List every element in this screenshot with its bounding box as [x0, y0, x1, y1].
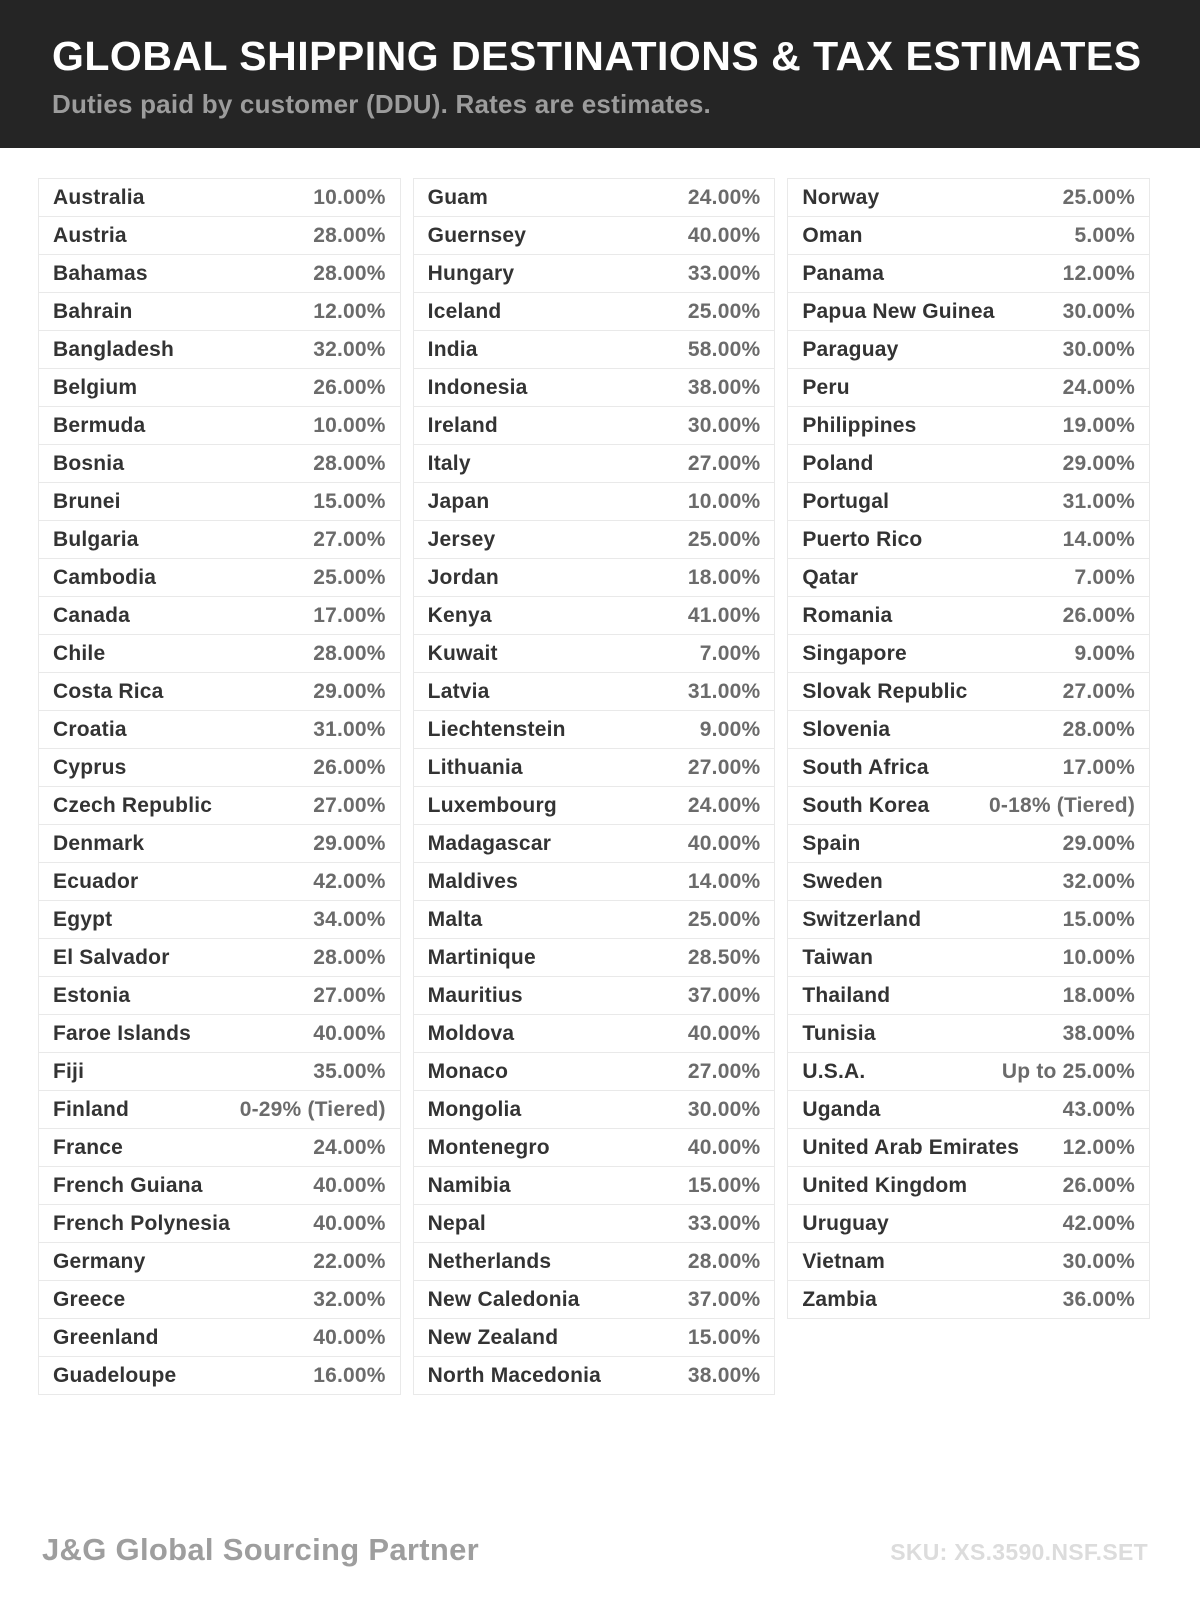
- country-name: Latvia: [427, 679, 490, 703]
- page-subtitle: Duties paid by customer (DDU). Rates are estimates.: [52, 89, 711, 119]
- table-row: [39, 1015, 400, 1053]
- table-row: [788, 255, 1149, 293]
- tax-rate: 12.00%: [1062, 1135, 1136, 1159]
- sku-label: SKU: XS.3590.NSF.SET: [890, 1539, 1148, 1565]
- tax-rate: 24.00%: [687, 185, 761, 209]
- country-name: French Guiana: [53, 1173, 203, 1197]
- table-row: [39, 1053, 400, 1091]
- tax-rate: 30.00%: [687, 1097, 761, 1121]
- tax-rate: 27.00%: [687, 1059, 761, 1083]
- country-name: Bangladesh: [53, 337, 175, 361]
- table-row: [39, 673, 400, 711]
- table-row: [39, 597, 400, 635]
- table-row: [414, 331, 775, 369]
- table-row: [788, 1091, 1149, 1129]
- tax-rate: 40.00%: [313, 1173, 386, 1197]
- table-row: [788, 1167, 1149, 1205]
- country-name: Panama: [802, 261, 885, 285]
- tax-rate: 40.00%: [313, 1325, 386, 1349]
- tax-rate: 26.00%: [313, 375, 386, 399]
- tax-rate: 28.00%: [1062, 717, 1136, 741]
- tax-rate: 29.00%: [1062, 451, 1136, 475]
- table-row: [39, 1129, 400, 1167]
- country-name: Martinique: [427, 945, 536, 969]
- table-row: [414, 1243, 775, 1281]
- table-row: [788, 711, 1149, 749]
- tax-rate: 40.00%: [687, 831, 761, 855]
- tax-rate: 15.00%: [687, 1173, 761, 1197]
- country-name: Portugal: [802, 489, 890, 513]
- country-name: Singapore: [802, 641, 907, 665]
- country-name: Belgium: [53, 375, 138, 399]
- country-name: Guadeloupe: [53, 1363, 177, 1387]
- table-row: [788, 635, 1149, 673]
- tax-rate: 17.00%: [1062, 755, 1136, 779]
- country-name: Moldova: [427, 1021, 515, 1045]
- table-row: [39, 711, 400, 749]
- country-name: Croatia: [53, 717, 127, 741]
- table-row: [788, 369, 1149, 407]
- country-name: Malta: [427, 907, 483, 931]
- tax-rate: 15.00%: [1062, 907, 1136, 931]
- table-row: [39, 331, 400, 369]
- country-name: Ecuador: [53, 869, 139, 893]
- country-name: Costa Rica: [53, 679, 164, 703]
- country-name: Iceland: [427, 299, 502, 323]
- country-name: Taiwan: [802, 945, 874, 969]
- country-name: Bermuda: [53, 413, 146, 437]
- table-row: [414, 1319, 775, 1357]
- table-row: [788, 939, 1149, 977]
- table-row: [39, 825, 400, 863]
- table-row: [788, 1281, 1149, 1319]
- table-row: [39, 179, 400, 217]
- country-name: Papua New Guinea: [802, 299, 995, 323]
- tax-rate: 29.00%: [1062, 831, 1136, 855]
- table-row: [39, 901, 400, 939]
- country-name: Greece: [53, 1287, 126, 1311]
- table-row: [39, 939, 400, 977]
- table-row: [414, 217, 775, 255]
- table-row: [414, 939, 775, 977]
- table-row: [788, 901, 1149, 939]
- country-name: Chile: [53, 641, 106, 665]
- country-name: Greenland: [53, 1325, 159, 1349]
- table-row: [788, 1205, 1149, 1243]
- country-name: Japan: [427, 489, 490, 513]
- table-row: [788, 483, 1149, 521]
- tax-rate: 58.00%: [687, 337, 761, 361]
- tax-rate: 31.00%: [313, 717, 386, 741]
- table-row: [788, 293, 1149, 331]
- tax-rate: 24.00%: [1062, 375, 1136, 399]
- tax-rate: 28.00%: [687, 1249, 761, 1273]
- country-name: North Macedonia: [427, 1363, 602, 1387]
- tax-rate: 42.00%: [1062, 1211, 1136, 1235]
- country-name: Germany: [53, 1249, 146, 1273]
- table-row: [414, 1129, 775, 1167]
- country-name: Finland: [53, 1097, 130, 1121]
- country-name: Bulgaria: [53, 527, 139, 551]
- tax-rate: 5.00%: [1074, 223, 1136, 247]
- tax-rate: 42.00%: [313, 869, 386, 893]
- country-name: Czech Republic: [53, 793, 213, 817]
- country-name: Spain: [802, 831, 861, 855]
- tax-rate: 27.00%: [313, 527, 386, 551]
- table-row: [39, 445, 400, 483]
- country-name: Kuwait: [427, 641, 498, 665]
- country-name: Romania: [802, 603, 893, 627]
- country-name: Monaco: [427, 1059, 509, 1083]
- table-row: [414, 673, 775, 711]
- rates-table: [38, 178, 1150, 1395]
- tax-rate: 12.00%: [313, 299, 386, 323]
- table-row: [788, 749, 1149, 787]
- tax-rate: 16.00%: [313, 1363, 386, 1387]
- table-row: [39, 1319, 400, 1357]
- country-name: New Caledonia: [427, 1287, 580, 1311]
- table-row: [39, 749, 400, 787]
- table-row: [414, 1091, 775, 1129]
- country-name: France: [53, 1135, 124, 1159]
- tax-rate: 25.00%: [313, 565, 386, 589]
- country-name: Egypt: [53, 907, 113, 931]
- country-name: Zambia: [802, 1287, 878, 1311]
- table-row: [788, 863, 1149, 901]
- table-row: [788, 179, 1149, 217]
- country-name: Mongolia: [427, 1097, 522, 1121]
- tax-rate: 26.00%: [1062, 603, 1136, 627]
- tax-rate: 27.00%: [313, 793, 386, 817]
- table-row: [414, 1167, 775, 1205]
- table-row: [39, 635, 400, 673]
- country-name: Mauritius: [427, 983, 523, 1007]
- country-name: Namibia: [427, 1173, 511, 1197]
- table-row: [39, 977, 400, 1015]
- country-name: Montenegro: [427, 1135, 550, 1159]
- table-row: [414, 483, 775, 521]
- tax-rate: 30.00%: [1062, 299, 1136, 323]
- tax-rate: 28.00%: [313, 261, 386, 285]
- country-name: U.S.A.: [802, 1059, 866, 1083]
- rates-column-2: [413, 178, 776, 1395]
- tax-rate: 33.00%: [687, 1211, 761, 1235]
- table-row: [414, 521, 775, 559]
- tax-rate: 22.00%: [313, 1249, 386, 1273]
- table-row: [414, 711, 775, 749]
- table-row: [39, 369, 400, 407]
- country-name: Vietnam: [802, 1249, 886, 1273]
- tax-rate: 24.00%: [313, 1135, 386, 1159]
- table-row: [39, 787, 400, 825]
- tax-rate: 40.00%: [687, 223, 761, 247]
- country-name: Sweden: [802, 869, 883, 893]
- country-name: Estonia: [53, 983, 131, 1007]
- table-row: [414, 1281, 775, 1319]
- table-row: [788, 559, 1149, 597]
- country-name: Jordan: [427, 565, 499, 589]
- tax-rate: 34.00%: [313, 907, 386, 931]
- tax-rate: 31.00%: [1062, 489, 1136, 513]
- tax-rate: 28.00%: [313, 223, 386, 247]
- country-name: El Salvador: [53, 945, 170, 969]
- table-row: [39, 1281, 400, 1319]
- tax-rate: 33.00%: [687, 261, 761, 285]
- page-title: GLOBAL SHIPPING DESTINATIONS & TAX ESTIMATES: [52, 33, 1142, 79]
- country-name: Thailand: [802, 983, 891, 1007]
- table-row: [788, 825, 1149, 863]
- tax-rate: 27.00%: [687, 755, 761, 779]
- country-name: Tunisia: [802, 1021, 876, 1045]
- tax-rate: 32.00%: [313, 1287, 386, 1311]
- tax-rate: 32.00%: [313, 337, 386, 361]
- tax-rate: 29.00%: [313, 831, 386, 855]
- country-name: Qatar: [802, 565, 859, 589]
- tax-rate: 30.00%: [1062, 337, 1136, 361]
- tax-rate: 15.00%: [687, 1325, 761, 1349]
- table-row: [414, 635, 775, 673]
- rates-column-3: [787, 178, 1150, 1319]
- country-name: Italy: [427, 451, 471, 475]
- tax-rate: 0-18% (Tiered): [989, 793, 1136, 817]
- country-name: United Kingdom: [802, 1173, 968, 1197]
- header-banner: [0, 0, 1200, 148]
- table-row: [414, 445, 775, 483]
- country-name: Cambodia: [53, 565, 157, 589]
- table-row: [414, 787, 775, 825]
- country-name: India: [427, 337, 478, 361]
- country-name: Jersey: [427, 527, 496, 551]
- tax-rate: 40.00%: [687, 1021, 761, 1045]
- tax-rate: 40.00%: [313, 1021, 386, 1045]
- country-name: Lithuania: [427, 755, 523, 779]
- table-row: [414, 901, 775, 939]
- table-row: [414, 749, 775, 787]
- table-row: [39, 1091, 400, 1129]
- table-row: [414, 825, 775, 863]
- table-row: [39, 217, 400, 255]
- tax-rate: 0-29% (Tiered): [239, 1097, 386, 1121]
- tax-rate: 18.00%: [687, 565, 761, 589]
- country-name: Switzerland: [802, 907, 922, 931]
- table-row: [39, 863, 400, 901]
- country-name: Australia: [53, 185, 145, 209]
- country-name: Peru: [802, 375, 850, 399]
- country-name: Indonesia: [427, 375, 528, 399]
- table-row: [39, 1167, 400, 1205]
- tax-rate: 38.00%: [687, 1363, 761, 1387]
- tax-rate: 26.00%: [313, 755, 386, 779]
- tax-rate: 10.00%: [313, 185, 386, 209]
- table-row: [39, 559, 400, 597]
- table-row: [39, 255, 400, 293]
- table-row: [414, 1015, 775, 1053]
- country-name: Austria: [53, 223, 127, 247]
- tax-rate: 37.00%: [687, 1287, 761, 1311]
- table-row: [414, 255, 775, 293]
- country-name: Bahamas: [53, 261, 148, 285]
- table-row: [414, 863, 775, 901]
- table-row: [788, 217, 1149, 255]
- country-name: Denmark: [53, 831, 145, 855]
- country-name: Canada: [53, 603, 131, 627]
- country-name: Fiji: [53, 1059, 85, 1083]
- country-name: Liechtenstein: [427, 717, 566, 741]
- tax-rate: 36.00%: [1062, 1287, 1136, 1311]
- tax-rate: 35.00%: [313, 1059, 386, 1083]
- table-row: [39, 293, 400, 331]
- country-name: Kenya: [427, 603, 492, 627]
- tax-rate: 9.00%: [699, 717, 761, 741]
- country-name: Slovenia: [802, 717, 891, 741]
- country-name: Bahrain: [53, 299, 133, 323]
- tax-rate: 7.00%: [1074, 565, 1136, 589]
- table-row: [414, 1205, 775, 1243]
- table-row: [788, 673, 1149, 711]
- table-row: [414, 293, 775, 331]
- country-name: Luxembourg: [427, 793, 557, 817]
- tax-rate: 12.00%: [1062, 261, 1136, 285]
- country-name: United Arab Emirates: [802, 1135, 1020, 1159]
- tax-rate: 40.00%: [687, 1135, 761, 1159]
- tax-rate: 7.00%: [699, 641, 761, 665]
- rates-column-1: [38, 178, 401, 1395]
- country-name: Bosnia: [53, 451, 125, 475]
- country-name: Madagascar: [427, 831, 552, 855]
- country-name: Uganda: [802, 1097, 881, 1121]
- country-name: Paraguay: [802, 337, 899, 361]
- tax-rate: 10.00%: [687, 489, 761, 513]
- table-row: [788, 1243, 1149, 1281]
- tax-rate: 14.00%: [687, 869, 761, 893]
- country-name: Ireland: [427, 413, 498, 437]
- tax-rate: 10.00%: [313, 413, 386, 437]
- country-name: French Polynesia: [53, 1211, 231, 1235]
- tax-rate: 27.00%: [687, 451, 761, 475]
- tax-rate: 38.00%: [1062, 1021, 1136, 1045]
- country-name: South Africa: [802, 755, 929, 779]
- tax-rate: 10.00%: [1062, 945, 1136, 969]
- tax-rate: 24.00%: [687, 793, 761, 817]
- country-name: Puerto Rico: [802, 527, 923, 551]
- tax-rate: 40.00%: [313, 1211, 386, 1235]
- tax-rate: 9.00%: [1074, 641, 1136, 665]
- tax-rate: 28.00%: [313, 641, 386, 665]
- tax-rate: 37.00%: [687, 983, 761, 1007]
- tax-rate: 30.00%: [687, 413, 761, 437]
- country-name: Brunei: [53, 489, 121, 513]
- table-row: [414, 1053, 775, 1091]
- country-name: Norway: [802, 185, 880, 209]
- tax-rate: 26.00%: [1062, 1173, 1136, 1197]
- country-name: Philippines: [802, 413, 917, 437]
- tax-rate: 19.00%: [1062, 413, 1136, 437]
- table-row: [788, 1129, 1149, 1167]
- country-name: Hungary: [427, 261, 515, 285]
- tax-rate: 28.50%: [687, 945, 761, 969]
- country-name: Poland: [802, 451, 874, 475]
- tax-rate: 15.00%: [313, 489, 386, 513]
- country-name: Maldives: [427, 869, 518, 893]
- tax-rate: 14.00%: [1062, 527, 1136, 551]
- brand-name: J&G Global Sourcing Partner: [42, 1532, 480, 1567]
- country-name: Oman: [802, 223, 863, 247]
- table-row: [414, 559, 775, 597]
- country-name: Faroe Islands: [53, 1021, 191, 1045]
- table-row: [788, 977, 1149, 1015]
- table-row: [414, 369, 775, 407]
- tax-rate: Up to 25.00%: [1001, 1059, 1136, 1083]
- tax-rate: 25.00%: [1062, 185, 1136, 209]
- tax-rate: 41.00%: [687, 603, 761, 627]
- country-name: Cyprus: [53, 755, 127, 779]
- tax-rate: 18.00%: [1062, 983, 1136, 1007]
- tax-rate: 17.00%: [313, 603, 386, 627]
- tax-rate: 29.00%: [313, 679, 386, 703]
- tax-rate: 27.00%: [313, 983, 386, 1007]
- tax-rate: 25.00%: [687, 527, 761, 551]
- tax-rate: 31.00%: [687, 679, 761, 703]
- country-name: Nepal: [427, 1211, 486, 1235]
- table-row: [788, 1053, 1149, 1091]
- table-row: [39, 407, 400, 445]
- table-row: [788, 407, 1149, 445]
- tax-rate: 25.00%: [687, 299, 761, 323]
- country-name: Slovak Republic: [802, 679, 968, 703]
- table-row: [788, 1015, 1149, 1053]
- tax-rate: 25.00%: [687, 907, 761, 931]
- country-name: Guam: [427, 185, 488, 209]
- tax-rate: 28.00%: [313, 945, 386, 969]
- table-row: [788, 597, 1149, 635]
- table-row: [414, 179, 775, 217]
- country-name: Guernsey: [427, 223, 527, 247]
- table-row: [788, 331, 1149, 369]
- country-name: South Korea: [802, 793, 930, 817]
- country-name: Netherlands: [427, 1249, 552, 1273]
- table-row: [39, 1243, 400, 1281]
- tax-rate: 43.00%: [1062, 1097, 1136, 1121]
- tax-rate: 28.00%: [313, 451, 386, 475]
- tax-rate: 30.00%: [1062, 1249, 1136, 1273]
- table-row: [414, 407, 775, 445]
- footer: [42, 1532, 1148, 1568]
- table-row: [414, 977, 775, 1015]
- table-row: [39, 483, 400, 521]
- table-row: [414, 597, 775, 635]
- table-row: [39, 521, 400, 559]
- table-row: [788, 787, 1149, 825]
- tax-rate: 32.00%: [1062, 869, 1136, 893]
- tax-rate: 38.00%: [687, 375, 761, 399]
- table-row: [788, 521, 1149, 559]
- table-row: [414, 1357, 775, 1395]
- table-row: [39, 1205, 400, 1243]
- country-name: New Zealand: [427, 1325, 559, 1349]
- table-row: [788, 445, 1149, 483]
- country-name: Uruguay: [802, 1211, 889, 1235]
- table-row: [39, 1357, 400, 1395]
- tax-rate: 27.00%: [1062, 679, 1136, 703]
